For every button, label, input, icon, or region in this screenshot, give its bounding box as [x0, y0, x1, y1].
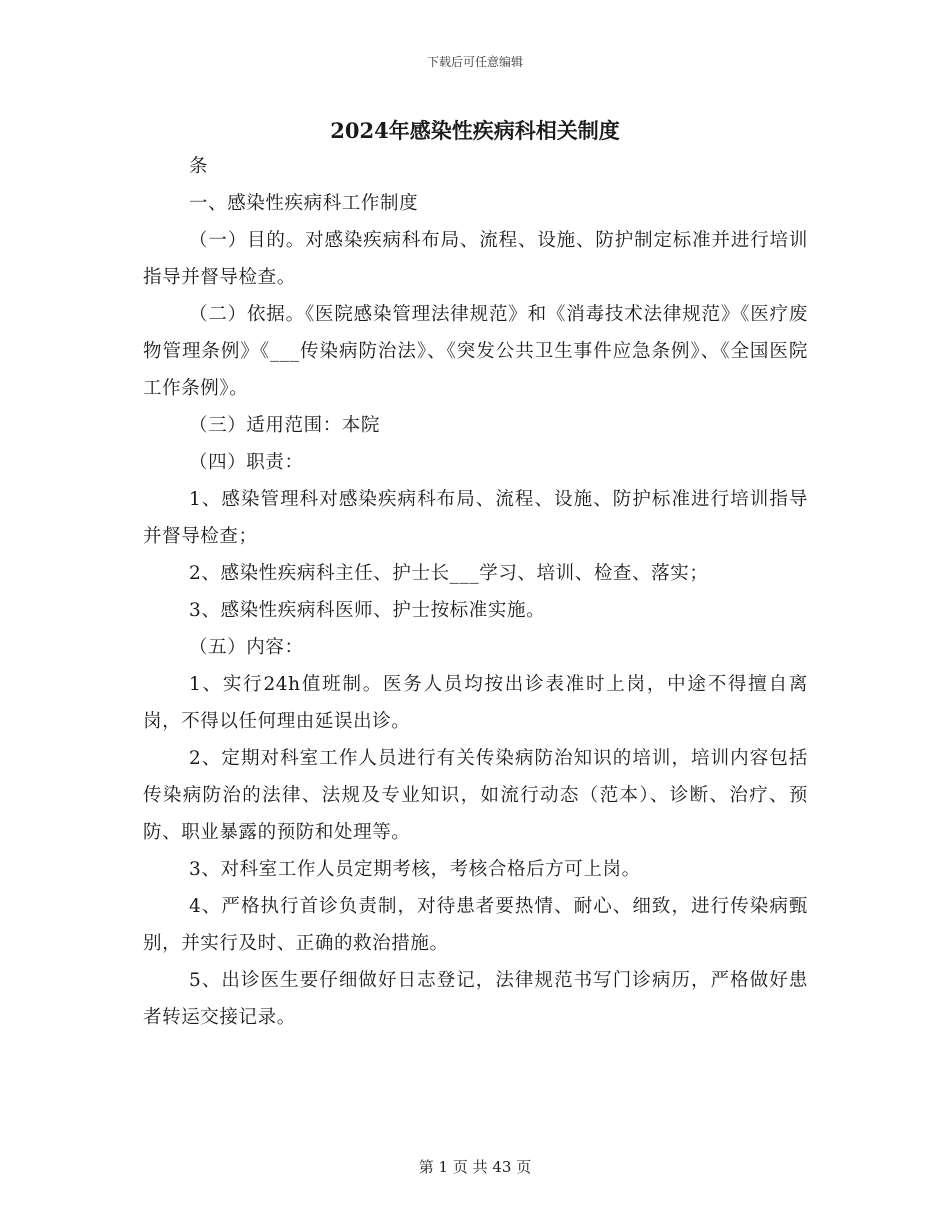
list-item: 4、严格执行首诊负责制，对待患者要热情、耐心、细致，进行传染病甄别，并实行及时、正确的救治措施。 [143, 896, 808, 954]
list-item: 5、出诊医生要仔细做好日志登记，法律规范书写门诊病历，严格做好患者转运交接记录。 [143, 970, 808, 1028]
section-heading: 一、感染性疾病科工作制度 [189, 193, 419, 214]
list-item: 2、感染性疾病科主任、护士长___学习、培训、检查、落实； [189, 563, 709, 584]
list-item: 3、对科室工作人员定期考核，考核合格后方可上岗。 [189, 859, 641, 880]
list-item: 2、定期对科室工作人员进行有关传染病防治知识的培训，培训内容包括传染病防治的法律、法规及专业知识，如流行动态（范本）、诊断、治疗、预防、职业暴露的预防和处理等。 [143, 748, 808, 843]
header-note: 下载后可任意编辑 [426, 55, 523, 69]
paragraph: （五）内容： [189, 637, 304, 658]
list-item: 1、感染管理科对感染疾病科布局、流程、设施、防护标准进行培训指导并督导检查； [143, 489, 808, 547]
paragraph: （一）目的。对感染疾病科布局、流程、设施、防护制定标准并进行培训指导并督导检查。 [143, 230, 808, 288]
list-item: 3、感染性疾病科医师、护士按标准实施。 [189, 600, 546, 621]
paragraph: 条 [189, 156, 209, 177]
document-title: 2024年感染性疾病科相关制度 [330, 118, 620, 143]
paragraph: （三）适用范围：本院 [189, 415, 381, 436]
paragraph: （二）依据。《医院感染管理法律规范》和《消毒技术法律规范》《医疗废物管理条例》《___传染病防治法》、《突发公共卫生事件应急条例》、《全国医院工作条例》。 [143, 304, 808, 399]
list-item: 1、实行24h值班制。医务人员均按出诊表准时上岗，中途不得擅自离岗，不得以任何理由延误出诊。 [143, 674, 808, 732]
page-number: 第 1 页 共 43 页 [418, 1158, 532, 1176]
document-body [143, 148, 808, 1036]
paragraph: （四）职责： [189, 452, 304, 473]
